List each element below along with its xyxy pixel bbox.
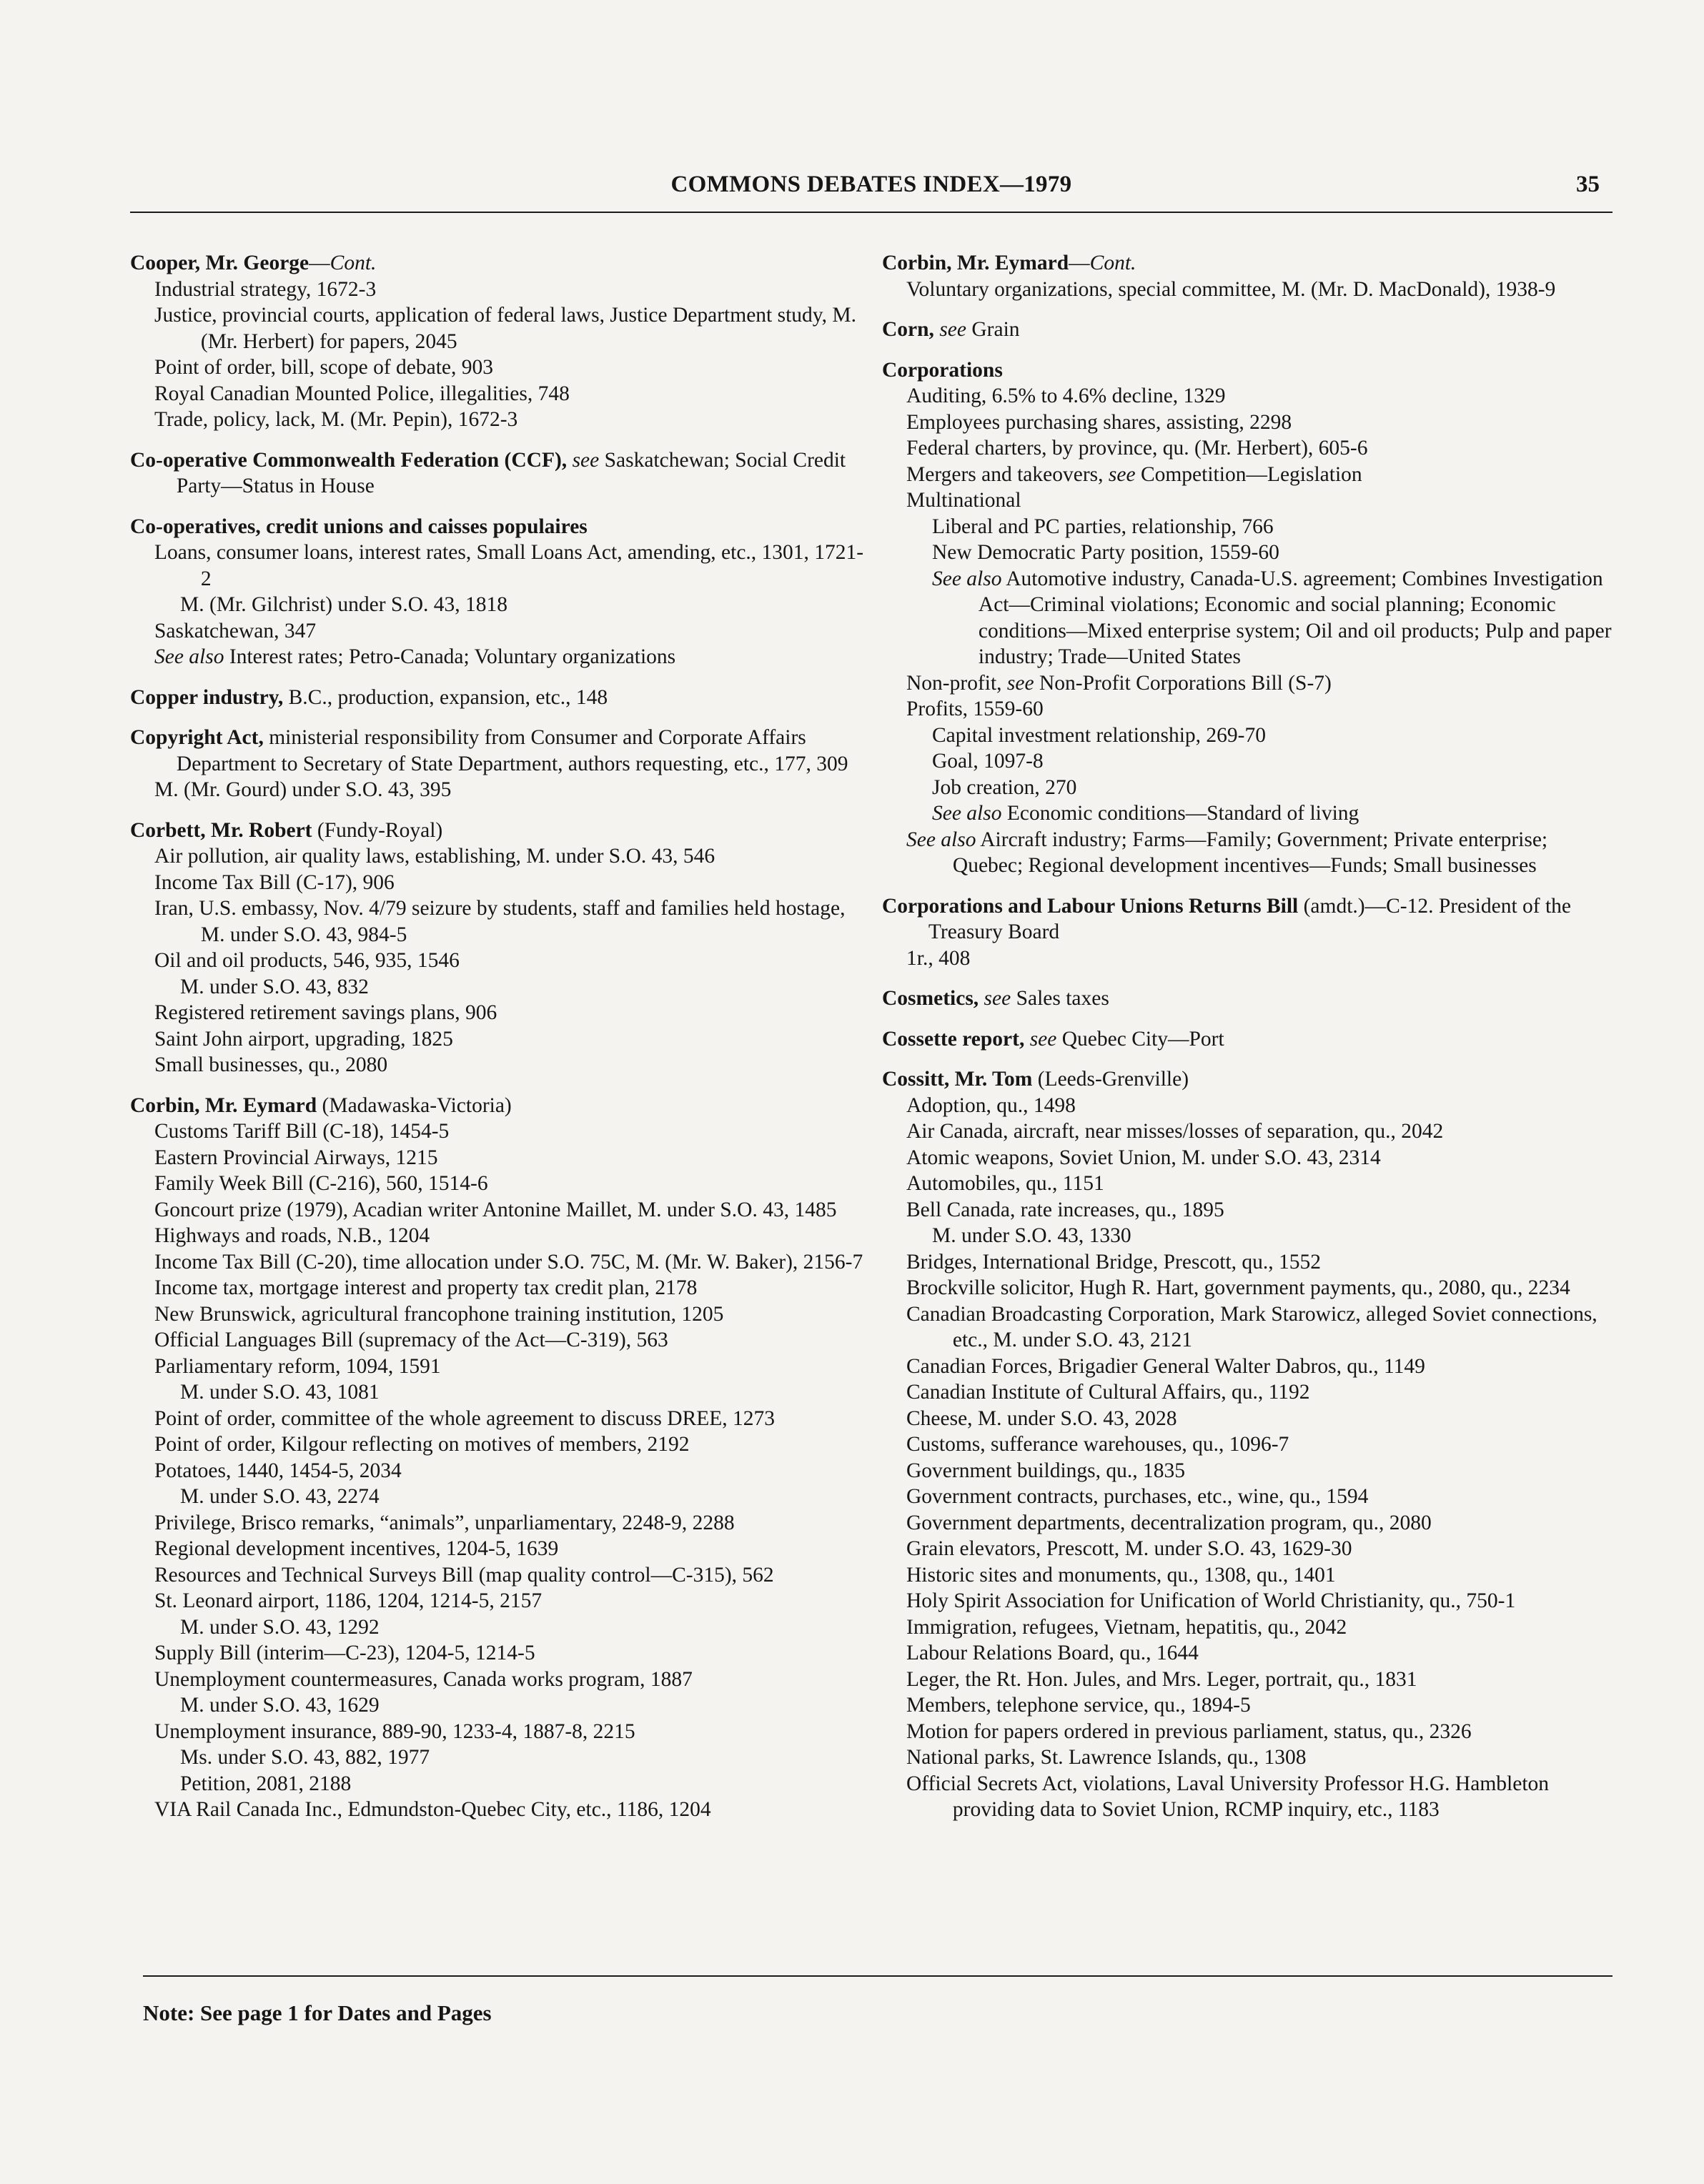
index-entry bbox=[882, 1026, 1613, 1053]
heading-text: Cosmetics, bbox=[882, 987, 979, 1010]
entry-text: Official Secrets Act, violations, Laval University Professor H.G. Hambleton providing data to Soviet Union, RCMP inquiry, etc., 1183 bbox=[906, 1772, 1550, 1821]
entry-text: Federal charters, by province, qu. (Mr. Herbert), 605-6 bbox=[906, 437, 1368, 460]
entry-text: Grain elevators, Prescott, M. under S.O. 43, 1629-30 bbox=[906, 1537, 1352, 1560]
entry-text: Goal, 1097-8 bbox=[932, 750, 1044, 773]
entry-text: Registered retirement savings plans, 906 bbox=[154, 1001, 497, 1024]
entry-subline bbox=[180, 974, 866, 1001]
entry-text: Canadian Institute of Cultural Affairs, qu., 1192 bbox=[906, 1381, 1310, 1404]
entry-text: Iran, U.S. embassy, Nov. 4/79 seizure by students, staff and families held hostage, M. under S.O. 43, 984-5 bbox=[154, 897, 846, 946]
entry-text: Small businesses, qu., 2080 bbox=[154, 1053, 388, 1076]
entry-heading bbox=[130, 1093, 866, 1119]
entry-heading bbox=[130, 514, 866, 540]
entry-heading bbox=[882, 986, 1613, 1012]
page-header bbox=[130, 170, 1613, 213]
entry-subline bbox=[154, 1301, 866, 1328]
entry-text: Competition—Legislation bbox=[1135, 462, 1362, 486]
entry-text: Mergers and takeovers, bbox=[906, 462, 1109, 486]
entry-text: Family Week Bill (C-216), 560, 1514-6 bbox=[154, 1172, 488, 1195]
entry-text: Brockville solicitor, Hugh R. Hart, government payments, qu., 2080, qu., 2234 bbox=[906, 1276, 1570, 1299]
entry-text: Motion for papers ordered in previous parliament, status, qu., 2326 bbox=[906, 1719, 1472, 1743]
entry-text: Liberal and PC parties, relationship, 766 bbox=[932, 515, 1274, 538]
entry-text: Justice, provincial courts, application of federal laws, Justice Department study, M. (Mr. Herbert) for papers, 2045 bbox=[154, 304, 856, 353]
entry-text: Royal Canadian Mounted Police, illegalities, 748 bbox=[154, 382, 570, 405]
entry-subline bbox=[906, 277, 1613, 303]
entry-subline bbox=[932, 566, 1613, 670]
entry-subline bbox=[906, 1379, 1613, 1406]
entry-text: Parliamentary reform, 1094, 1591 bbox=[154, 1354, 441, 1378]
entry-subline bbox=[906, 383, 1613, 409]
heading-text: Co-operatives, credit unions and caisses populaires bbox=[130, 515, 588, 538]
entry-text: 1r., 408 bbox=[906, 946, 971, 970]
cross-reference-text: See also bbox=[154, 645, 224, 668]
entry-text: New Democratic Party position, 1559-60 bbox=[932, 541, 1279, 564]
index-entry bbox=[130, 685, 866, 711]
entry-text: VIA Rail Canada Inc., Edmundston-Quebec City, etc., 1186, 1204 bbox=[154, 1798, 711, 1821]
entry-subline bbox=[154, 1719, 866, 1745]
entry-subline bbox=[906, 1562, 1613, 1589]
entry-subline bbox=[154, 1026, 866, 1053]
entry-subline bbox=[154, 1797, 866, 1823]
entry-text: Goncourt prize (1979), Acadian writer Antonine Maillet, M. under S.O. 43, 1485 bbox=[154, 1198, 837, 1221]
entry-text: Government contracts, purchases, etc., wine, qu., 1594 bbox=[906, 1485, 1369, 1508]
entry-subline bbox=[180, 1744, 866, 1771]
heading-text: Co-operative Commonwealth Federation (CCF), bbox=[130, 448, 568, 472]
entry-subline bbox=[154, 1510, 866, 1537]
entry-text bbox=[567, 449, 572, 472]
entry-text: St. Leonard airport, 1186, 1204, 1214-5, 2157 bbox=[154, 1589, 543, 1612]
index-column-left bbox=[130, 250, 866, 1837]
entry-text: Auditing, 6.5% to 4.6% decline, 1329 bbox=[906, 384, 1226, 407]
entry-text: Automobiles, qu., 1151 bbox=[906, 1172, 1104, 1195]
entry-text: Official Languages Bill (supremacy of the Act—C-319), 563 bbox=[154, 1329, 668, 1351]
entry-text: Non-profit, bbox=[906, 671, 1007, 695]
entry-subline bbox=[180, 1692, 866, 1719]
entry-text: Canadian Forces, Brigadier General Walter Dabros, qu., 1149 bbox=[906, 1354, 1425, 1378]
heading-text: Copper industry, bbox=[130, 685, 284, 709]
entry-subline bbox=[906, 1249, 1613, 1276]
entry-text: Petition, 2081, 2188 bbox=[180, 1772, 352, 1795]
entry-text: Multinational bbox=[906, 489, 1021, 512]
entry-subline bbox=[154, 777, 866, 803]
entry-subline bbox=[906, 1640, 1613, 1667]
entry-subline bbox=[154, 1562, 866, 1589]
entry-subline bbox=[180, 1379, 866, 1406]
entry-text: Saskatchewan; Social Credit Party—Status in House bbox=[176, 448, 846, 497]
entry-text: Historic sites and monuments, qu., 1308, qu., 1401 bbox=[906, 1563, 1336, 1587]
entry-subline bbox=[906, 1171, 1613, 1197]
entry-subline bbox=[906, 1431, 1613, 1458]
entry-subline bbox=[906, 1536, 1613, 1562]
heading-text: Corporations and Labour Unions Returns Bill bbox=[882, 894, 1299, 918]
entry-subline bbox=[154, 644, 866, 670]
entry-subline bbox=[154, 381, 866, 407]
entry-subline bbox=[906, 1458, 1613, 1484]
footer-note: Note: See page 1 for Dates and Pages bbox=[143, 2000, 492, 2025]
entry-subline bbox=[906, 1275, 1613, 1301]
entry-subline bbox=[906, 696, 1613, 723]
entry-text: Members, telephone service, qu., 1894-5 bbox=[906, 1694, 1251, 1717]
index-entry bbox=[130, 447, 866, 500]
heading-text: Copyright Act, bbox=[130, 726, 264, 749]
entry-heading bbox=[882, 250, 1613, 277]
entry-text: Capital investment relationship, 269-70 bbox=[932, 723, 1267, 747]
entry-subline bbox=[932, 800, 1613, 827]
entry-text: (Madawaska-Victoria) bbox=[317, 1093, 512, 1117]
entry-text: Interest rates; Petro-Canada; Voluntary organizations bbox=[224, 645, 676, 668]
entry-subline bbox=[154, 1640, 866, 1667]
entry-text: Eastern Provincial Airways, 1215 bbox=[154, 1146, 438, 1169]
entry-subline bbox=[906, 670, 1613, 697]
entry-subline bbox=[932, 1223, 1613, 1249]
cross-reference-text: see bbox=[1029, 1027, 1057, 1051]
entry-subline bbox=[906, 435, 1613, 462]
heading-text: Corporations bbox=[882, 358, 1003, 382]
cross-reference-text: see bbox=[572, 448, 600, 472]
entry-subline bbox=[154, 407, 866, 433]
entry-subline bbox=[906, 1145, 1613, 1171]
entry-text: Job creation, 270 bbox=[932, 775, 1077, 799]
entry-text: Grain bbox=[966, 318, 1020, 341]
bottom-rule bbox=[143, 1975, 1613, 1977]
entry-heading bbox=[130, 725, 866, 777]
entry-subline bbox=[906, 945, 1613, 972]
entry-subline bbox=[154, 1667, 866, 1693]
index-entry bbox=[130, 725, 866, 803]
entry-subline bbox=[154, 1588, 866, 1614]
entry-subline bbox=[932, 748, 1613, 775]
entry-subline bbox=[154, 1052, 866, 1078]
entry-subline bbox=[154, 1171, 866, 1197]
entry-text: (Leeds-Grenville) bbox=[1032, 1068, 1189, 1091]
index-entry bbox=[130, 250, 866, 433]
entry-subline bbox=[154, 540, 866, 592]
entry-text: M. under S.O. 43, 2274 bbox=[180, 1485, 380, 1508]
entry-text: Customs Tariff Bill (C-18), 1454-5 bbox=[154, 1120, 450, 1143]
entry-subline bbox=[906, 1744, 1613, 1771]
entry-text: National parks, St. Lawrence Islands, qu., 1308 bbox=[906, 1746, 1307, 1769]
entry-text: M. under S.O. 43, 1629 bbox=[180, 1694, 380, 1717]
entry-subline bbox=[906, 1771, 1613, 1823]
entry-heading bbox=[130, 250, 866, 277]
entry-text: Immigration, refugees, Vietnam, hepatitis, qu., 2042 bbox=[906, 1615, 1347, 1639]
entry-subline bbox=[154, 1118, 866, 1145]
page-number: 35 bbox=[1576, 172, 1600, 197]
entry-subline bbox=[932, 540, 1613, 566]
heading-text: Corbett, Mr. Robert bbox=[130, 818, 312, 842]
entry-subline bbox=[154, 618, 866, 645]
entry-heading bbox=[130, 685, 866, 711]
entry-subline bbox=[932, 514, 1613, 540]
entry-text: M. under S.O. 43, 1081 bbox=[180, 1381, 380, 1404]
entry-text: Point of order, bill, scope of debate, 903 bbox=[154, 356, 493, 379]
entry-text: ministerial responsibility from Consumer and Corporate Affairs Department to Secretary of State Department, authors requesting, etc., 177, 309 bbox=[176, 726, 848, 775]
entry-text: Saint John airport, upgrading, 1825 bbox=[154, 1027, 453, 1051]
index-entry bbox=[882, 893, 1613, 972]
entry-text: Employees purchasing shares, assisting, 2298 bbox=[906, 410, 1292, 434]
page-title: COMMONS DEBATES INDEX—1979 bbox=[670, 172, 1072, 197]
entry-text: Air pollution, air quality laws, establishing, M. under S.O. 43, 546 bbox=[154, 845, 715, 868]
entry-text: M. (Mr. Gourd) under S.O. 43, 395 bbox=[154, 778, 452, 801]
index-column-right bbox=[882, 250, 1613, 1837]
entry-subline bbox=[906, 487, 1613, 514]
heading-text: Cooper, Mr. George bbox=[130, 252, 309, 274]
entry-text: M. (Mr. Gilchrist) under S.O. 43, 1818 bbox=[180, 593, 508, 616]
entry-text: Resources and Technical Surveys Bill (map quality control—C-315), 562 bbox=[154, 1563, 774, 1587]
entry-text: New Brunswick, agricultural francophone training institution, 1205 bbox=[154, 1302, 724, 1326]
entry-subline bbox=[154, 1275, 866, 1301]
cross-reference-text: see bbox=[1108, 462, 1136, 486]
cross-reference-text: Cont. bbox=[330, 252, 377, 274]
cross-reference-text: See also bbox=[932, 802, 1002, 825]
index-entry bbox=[882, 250, 1613, 302]
entry-text: Potatoes, 1440, 1454-5, 2034 bbox=[154, 1459, 402, 1482]
entry-text: (Fundy-Royal) bbox=[312, 818, 443, 842]
entry-text: Government departments, decentralization program, qu., 2080 bbox=[906, 1511, 1432, 1534]
cross-reference-text: See also bbox=[932, 567, 1002, 590]
entry-text: Highways and roads, N.B., 1204 bbox=[154, 1224, 430, 1247]
entry-text: Oil and oil products, 546, 935, 1546 bbox=[154, 949, 460, 972]
entry-text: Point of order, committee of the whole agreement to discuss DREE, 1273 bbox=[154, 1406, 776, 1430]
entry-text: M. under S.O. 43, 1330 bbox=[932, 1224, 1131, 1247]
entry-text: Income tax, mortgage interest and property tax credit plan, 2178 bbox=[154, 1276, 698, 1299]
entry-text: (amdt.)—C-12. President of the Treasury Board bbox=[928, 894, 1572, 943]
entry-subline bbox=[906, 409, 1613, 436]
entry-subline bbox=[180, 592, 866, 618]
entry-text: Automotive industry, Canada-U.S. agreement; Combines Investigation Act—Criminal violations; Economic and social planning; Economic conditions—Mixed enterprise system; Oil and oil products; Pulp and paper industry; Trade—United States bbox=[978, 567, 1612, 668]
entry-text: Point of order, Kilgour reflecting on motives of members, 2192 bbox=[154, 1433, 690, 1456]
entry-subline bbox=[154, 870, 866, 896]
entry-subline bbox=[906, 1588, 1613, 1614]
heading-text: Corn, bbox=[882, 318, 934, 341]
entry-text: Adoption, qu., 1498 bbox=[906, 1093, 1076, 1117]
entry-text: Income Tax Bill (C-17), 906 bbox=[154, 870, 395, 894]
entry-text: Loans, consumer loans, interest rates, Small Loans Act, amending, etc., 1301, 1721-2 bbox=[154, 541, 864, 590]
entry-heading bbox=[882, 893, 1613, 945]
entry-subline bbox=[154, 1536, 866, 1562]
entry-text: Customs, sufferance warehouses, qu., 1096-7 bbox=[906, 1433, 1289, 1456]
entry-text: Trade, policy, lack, M. (Mr. Pepin), 1672-3 bbox=[154, 408, 518, 431]
entry-text: Industrial strategy, 1672-3 bbox=[154, 277, 377, 301]
heading-text: Corbin, Mr. Eymard bbox=[882, 252, 1069, 274]
entry-text: Quebec City—Port bbox=[1056, 1027, 1224, 1051]
index-entry bbox=[130, 514, 866, 670]
entry-text: Bridges, International Bridge, Prescott, qu., 1552 bbox=[906, 1250, 1322, 1274]
entry-subline bbox=[906, 1197, 1613, 1223]
entry-text bbox=[1024, 1028, 1029, 1051]
entry-heading bbox=[882, 1026, 1613, 1053]
index-entry bbox=[882, 317, 1613, 343]
entry-text: Income Tax Bill (C-20), time allocation under S.O. 75C, M. (Mr. W. Baker), 2156-7 bbox=[154, 1250, 863, 1274]
index-entry bbox=[130, 818, 866, 1078]
index-entry bbox=[130, 1093, 866, 1823]
entry-text bbox=[979, 987, 984, 1010]
entry-text: B.C., production, expansion, etc., 148 bbox=[283, 685, 608, 709]
entry-subline bbox=[906, 462, 1613, 488]
entry-subline bbox=[906, 1692, 1613, 1719]
entry-subline bbox=[906, 827, 1613, 879]
entry-subline bbox=[154, 1458, 866, 1484]
entry-text: Profits, 1559-60 bbox=[906, 698, 1044, 720]
index-entry bbox=[882, 357, 1613, 879]
entry-subline bbox=[180, 1484, 866, 1510]
entry-subline bbox=[154, 302, 866, 354]
entry-text: Labour Relations Board, qu., 1644 bbox=[906, 1642, 1199, 1664]
entry-subline bbox=[906, 1093, 1613, 1119]
entry-subline bbox=[154, 1431, 866, 1458]
entry-text: Regional development incentives, 1204-5, 1639 bbox=[154, 1537, 559, 1560]
entry-text: Atomic weapons, Soviet Union, M. under S.O. 43, 2314 bbox=[906, 1146, 1381, 1169]
entry-subline bbox=[906, 1614, 1613, 1641]
entry-heading bbox=[130, 447, 866, 500]
entry-text: Privilege, Brisco remarks, “animals”, unparliamentary, 2248-9, 2288 bbox=[154, 1511, 735, 1534]
cross-reference-text: see bbox=[984, 987, 1011, 1010]
entry-subline bbox=[154, 354, 866, 381]
entry-text: Leger, the Rt. Hon. Jules, and Mrs. Leger, portrait, qu., 1831 bbox=[906, 1667, 1417, 1691]
entry-subline bbox=[906, 1510, 1613, 1537]
entry-subline bbox=[154, 1406, 866, 1432]
entry-subline bbox=[154, 843, 866, 870]
entry-subline bbox=[906, 1354, 1613, 1380]
entry-heading bbox=[882, 357, 1613, 384]
entry-text: Aircraft industry; Farms—Family; Government; Private enterprise; Quebec; Regional development incentives—Funds; Small businesses bbox=[952, 828, 1548, 877]
cross-reference-text: Cont. bbox=[1089, 252, 1136, 274]
entry-subline bbox=[154, 1197, 866, 1223]
entry-subline bbox=[154, 1223, 866, 1249]
entry-subline bbox=[932, 723, 1613, 749]
entry-text: Canadian Broadcasting Corporation, Mark Starowicz, alleged Soviet connections, etc., M. under S.O. 43, 2121 bbox=[906, 1302, 1598, 1351]
entry-text: — bbox=[1069, 252, 1090, 274]
entry-text: Unemployment countermeasures, Canada works program, 1887 bbox=[154, 1667, 693, 1691]
entry-subline bbox=[154, 1249, 866, 1276]
entry-text: — bbox=[309, 252, 330, 274]
entry-text: Ms. under S.O. 43, 882, 1977 bbox=[180, 1746, 430, 1769]
entry-subline bbox=[906, 1484, 1613, 1510]
entry-subline bbox=[154, 1145, 866, 1171]
entry-subline bbox=[906, 1719, 1613, 1745]
entry-subline bbox=[154, 895, 866, 948]
entry-text: Unemployment insurance, 889-90, 1233-4, 1887-8, 2215 bbox=[154, 1719, 635, 1743]
heading-text: Cossitt, Mr. Tom bbox=[882, 1068, 1033, 1091]
heading-text: Cossette report, bbox=[882, 1027, 1025, 1051]
entry-subline bbox=[154, 1327, 866, 1354]
entry-text: Economic conditions—Standard of living bbox=[1001, 802, 1359, 825]
entry-text: Sales taxes bbox=[1011, 987, 1109, 1010]
entry-text: Saskatchewan, 347 bbox=[154, 619, 317, 642]
entry-subline bbox=[154, 1354, 866, 1380]
entry-heading bbox=[882, 317, 1613, 343]
entry-subline bbox=[932, 775, 1613, 801]
entry-subline bbox=[154, 277, 866, 303]
entry-text: Cheese, M. under S.O. 43, 2028 bbox=[906, 1406, 1177, 1430]
entry-heading bbox=[130, 818, 866, 844]
entry-subline bbox=[154, 1000, 866, 1026]
entry-text: M. under S.O. 43, 832 bbox=[180, 975, 369, 998]
entry-subline bbox=[180, 1614, 866, 1641]
entry-heading bbox=[882, 1066, 1613, 1093]
entry-subline bbox=[906, 1406, 1613, 1432]
entry-text: Supply Bill (interim—C-23), 1204-5, 1214-5 bbox=[154, 1642, 535, 1664]
entry-text: Air Canada, aircraft, near misses/losses of separation, qu., 2042 bbox=[906, 1120, 1444, 1143]
entry-text: Voluntary organizations, special committee, M. (Mr. D. MacDonald), 1938-9 bbox=[906, 277, 1556, 301]
index-entry bbox=[882, 1066, 1613, 1823]
index-entry bbox=[882, 986, 1613, 1012]
entry-text: Holy Spirit Association for Unification of World Christianity, qu., 750-1 bbox=[906, 1589, 1516, 1612]
entry-text: Non-Profit Corporations Bill (S-7) bbox=[1034, 671, 1332, 695]
entry-subline bbox=[180, 1771, 866, 1797]
heading-text: Corbin, Mr. Eymard bbox=[130, 1093, 317, 1117]
entry-text: Government buildings, qu., 1835 bbox=[906, 1459, 1186, 1482]
entry-text: Bell Canada, rate increases, qu., 1895 bbox=[906, 1198, 1224, 1221]
entry-text: M. under S.O. 43, 1292 bbox=[180, 1615, 380, 1639]
cross-reference-text: see bbox=[939, 318, 966, 341]
cross-reference-text: see bbox=[1006, 671, 1034, 695]
entry-subline bbox=[906, 1301, 1613, 1354]
cross-reference-text: See also bbox=[906, 828, 976, 851]
entry-subline bbox=[906, 1667, 1613, 1693]
entry-subline bbox=[906, 1118, 1613, 1145]
entry-subline bbox=[154, 948, 866, 974]
